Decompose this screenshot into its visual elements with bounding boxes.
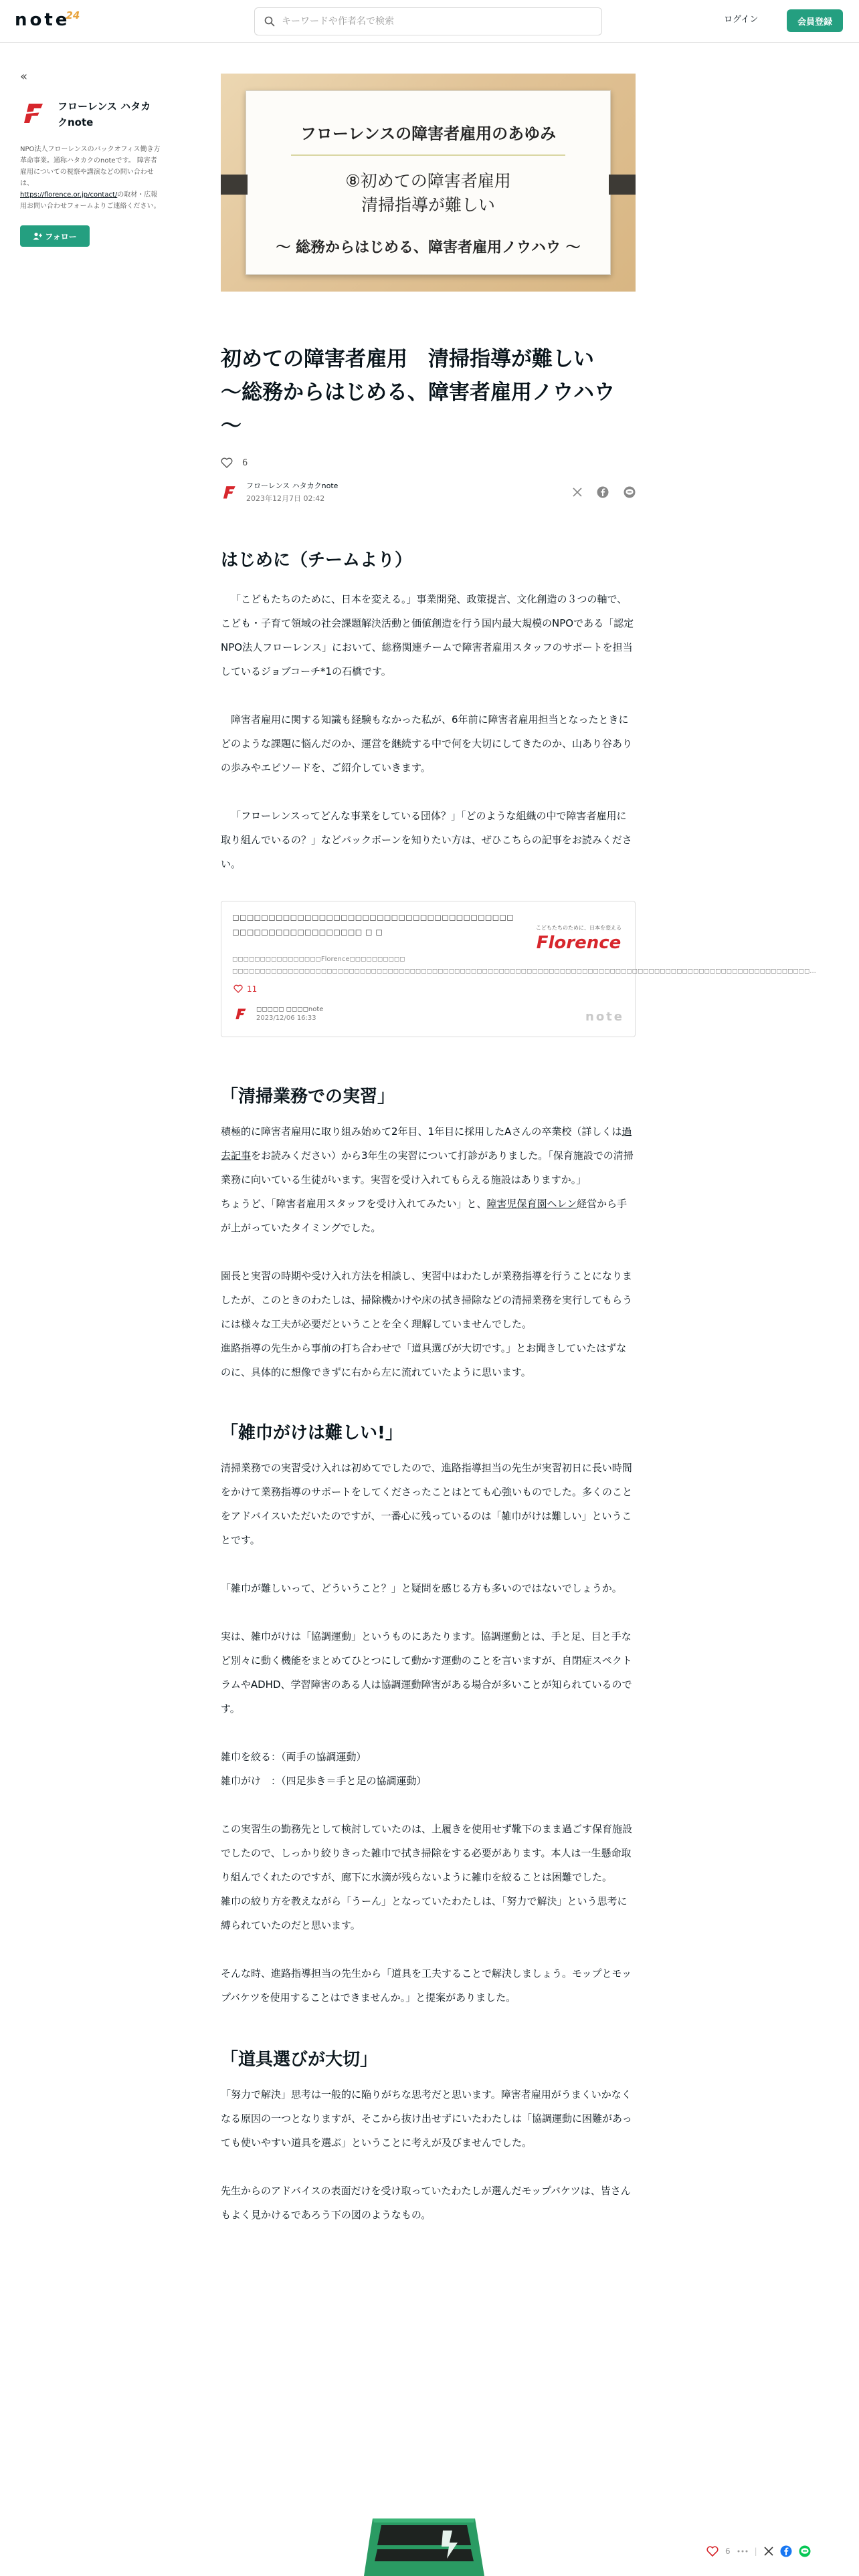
mop-bucket-illustration xyxy=(316,2492,537,2576)
heart-icon xyxy=(233,984,243,993)
paragraph: 「フローレンスってどんな事業をしている団体？」「どのような組織の中で障害者雇用に取り組んでいるの？」などバックボーンを知りたい方は、ぜひこちらの記事をお読みください。 xyxy=(221,810,632,870)
publish-date: 2023年12月7日 02:42 xyxy=(246,494,325,503)
facebook-share-icon[interactable] xyxy=(780,2545,792,2557)
author-row xyxy=(221,480,636,504)
card-author xyxy=(233,1006,323,1022)
share-buttons xyxy=(573,486,636,498)
eyecatch-main-text: ⑧初めての障害者雇用 清掃指導が難しい xyxy=(345,171,511,215)
eyecatch-title: フローレンスの障害者雇用のあゆみ xyxy=(300,124,557,143)
creator-description: NPO法人フローレンスのバックオフィス働き方革命事業。通称ハタカクのnoteです。 障害者雇用についての視察や講演などの問い合わせは、 https://florence.or.jp/contact/の取材・広報用お問い合わせフォームよりご連絡ください。 xyxy=(20,146,161,210)
author-name[interactable]: フローレンス ハタカクnote xyxy=(246,481,339,490)
author-info[interactable] xyxy=(221,480,338,504)
paragraph: 積極的に障害者雇用に取り組み始めて2年目、1年目に採用したAさんの卒業校（詳しくは過去記事をお読みください）から3年生の実習について打診がありました。「保育施設での清掃業務に向いている生徒がいます。実習を受け入れてもらえる施設はありますか。」 ちょうど、「障害者雇用スタッフを受け入れてみたい」と、障害児保育園ヘレン経営から手が上がっていたタイミングでした。 xyxy=(221,1125,634,1234)
x-share-icon[interactable] xyxy=(764,2547,773,2556)
eyecatch-subtitle: 〜 総務からはじめる、障害者雇用ノウハウ 〜 xyxy=(276,239,581,256)
eyecatch-board xyxy=(246,90,611,275)
follow-button[interactable]: フォロー xyxy=(20,225,90,247)
section-heading-tools: 「道具選びが大切」 xyxy=(221,2050,378,2070)
card-description: ◻◻◻◻◻◻◻◻◻◻◻◻◻◻◻◻Florence◻◻◻◻◻◻◻◻◻◻ ◻◻◻◻◻◻◻◻◻◻◻◻◻◻◻◻◻◻◻◻◻◻◻◻◻◻◻◻◻◻◻◻◻◻◻◻◻◻◻◻◻◻◻◻◻◻◻◻◻◻◻◻◻◻◻◻◻◻◻◻◻◻◻◻◻◻◻◻◻◻◻◻◻◻◻◻◻◻◻◻◻◻◻◻◻◻◻◻◻◻◻◻◻◻◻◻◻◻◻◻◻◻◻◻... xyxy=(232,956,816,975)
divider: | xyxy=(754,2547,757,2556)
paragraph: この実習生の勤務先として検討していたのは、上履きを使用せず靴下のまま過ごす保育施設でしたので、しっかり絞りきった雑巾で拭き掃除をする必要があります。本人は一生懸命取り組んでくれたのですが、廊下に水滴が残らないように雑巾を絞ることは困難でした。 雑巾の絞り方を教えながら「うーん」となっていたわたしは、「努力で解決」という思考に縛られていたのだと思います。 xyxy=(221,1823,633,1931)
florence-f-icon xyxy=(20,98,50,128)
article-main xyxy=(221,74,816,2227)
paragraph: 障害者雇用に関する知識も経験もなかった私が、6年前に障害者雇用担当となったときにどのような課題に悩んだのか、運営を継続する中で何を大切にしてきたのか、山あり谷ありの歩みやエピソードを、ご紹介していきます。 xyxy=(221,714,633,774)
section-heading-rag: 「雑巾がけは難しい!」 xyxy=(221,1423,403,1443)
site-header xyxy=(0,0,859,43)
florence-logo: こどもたちのために、日本を変える Florence xyxy=(536,925,622,953)
floating-action-bar xyxy=(706,2545,811,2557)
paragraph: 「努力で解決」思考は一般的に陥りがちな思考だと思います。障害者雇用がうまくいかなくなる原因の一つとなりますが、そこから抜け出せずにいたわたしは「協調運動に困難があっても使いやすい道具を選ぶ」ということに考えが及びませんでした。 xyxy=(221,2088,632,2149)
floating-like-count: 6 xyxy=(725,2547,731,2556)
creator-avatar[interactable] xyxy=(20,98,50,128)
card-author-avatar-icon xyxy=(233,1006,250,1022)
heart-icon[interactable] xyxy=(221,457,233,468)
search-input[interactable] xyxy=(282,16,589,27)
mop-bucket-figure xyxy=(316,2492,537,2576)
card-author-name: ◻◻◻◻◻ ◻◻◻◻note xyxy=(256,1006,324,1013)
collapse-sidebar-icon[interactable]: « xyxy=(20,70,28,84)
paragraph: 先生からのアドバイスの表面だけを受け取っていたわたしが選んだモップバケツは、皆さんもよく見かけるであろう下の図のようなもの。 xyxy=(221,2185,631,2221)
line-share-icon[interactable] xyxy=(624,486,636,498)
card-like[interactable] xyxy=(233,984,257,994)
card-title[interactable]: ◻◻◻◻◻◻◻◻◻◻◻◻◻◻◻◻◻◻◻◻◻◻◻◻◻◻◻◻◻◻◻◻◻◻◻◻◻◻◻ ◻◻◻◻◻◻◻◻◻◻◻◻◻◻◻◻◻◻ ◻ ◻ xyxy=(232,913,514,938)
search-box[interactable] xyxy=(254,7,602,35)
paragraph: 園長と実習の時期や受け入れ方法を相談し、実習中はわたしが業務指導を行うことになりましたが、このときのわたしは、掃除機かけや床の拭き掃除などの清掃業務を実行してもらうには様々な工夫が必要だということを全く理解していませんでした。 進路指導の先生から事前の打ち合わせで「道具選びが大切です。」とお聞きしていたはずなのに、具体的に想像できずに右から左に流れていたように思います。 xyxy=(221,1270,633,1378)
person-plus-icon xyxy=(33,232,42,240)
facebook-share-icon[interactable] xyxy=(597,486,609,498)
card-like-count: 11 xyxy=(247,984,258,994)
paragraph: 雑巾を絞る：（両手の協調運動） 雑巾がけ ：（四足歩き＝手と足の協調運動） xyxy=(221,1751,427,1787)
x-share-icon[interactable] xyxy=(573,488,582,497)
paragraph: そんな時、進路指導担当の先生から「道具を工夫することで解決しましょう。モップとモップバケツを使用することはできませんか。」と提案がありました。 xyxy=(221,1967,632,2004)
login-link[interactable]: ログイン xyxy=(724,15,759,25)
note-logo[interactable]: note24 xyxy=(15,9,80,30)
signup-button[interactable]: 会員登録 xyxy=(787,9,843,32)
paragraph: 「こどもたちのために、日本を変える。」事業開発、政策提言、文化創造の３つの軸で、こども・子育て領域の社会課題解決活動と価値創造を行う国内最大規模のNPOである「認定NPO法人フローレンス」において、総務関連チームで障害者雇用スタッフのサポートを担当しているジョブコーチ*1の石橋です。 xyxy=(221,593,634,677)
like-area[interactable] xyxy=(221,457,636,468)
tape-right xyxy=(609,175,636,195)
like-count[interactable]: 6 xyxy=(242,457,248,468)
contact-link[interactable]: https://florence.or.jp/contact/ xyxy=(20,191,118,199)
line-share-icon[interactable] xyxy=(799,2545,811,2557)
paragraph: 「雑巾が難しいって、どういうこと？」と疑問を感じる方も多いのではないでしょうか。 xyxy=(221,1582,622,1594)
helen-link[interactable]: 障害児保育園ヘレン xyxy=(486,1198,577,1210)
section-heading-practice: 「清掃業務での実習」 xyxy=(221,1087,395,1107)
eyecatch-divider xyxy=(291,154,565,156)
search-icon xyxy=(264,16,275,27)
card-date: 2023/12/06 16:33 xyxy=(256,1014,316,1022)
more-icon[interactable] xyxy=(737,2550,748,2553)
author-avatar-icon[interactable] xyxy=(221,483,240,502)
section-heading-intro: はじめに（チームより） xyxy=(221,550,413,570)
tape-left xyxy=(221,175,248,195)
anniversary-mark: 24 xyxy=(66,9,80,21)
eyecatch-image xyxy=(221,74,636,292)
article-title: 初めての障害者雇用 清掃指導が難しい 〜総務からはじめる、障害者雇用ノウハウ 〜 xyxy=(221,347,615,438)
note-mark: note xyxy=(585,1010,624,1024)
creator-name[interactable]: フローレンス ハタカクnote xyxy=(58,100,151,128)
link-card[interactable] xyxy=(221,901,816,1037)
creator-profile[interactable] xyxy=(20,98,161,130)
paragraph: 実は、雑巾がけは「協調運動」というものにあたります。協調運動とは、手と足、目と手など別々に動く機能をまとめてひとつにして動かす運動のことを言いますが、自閉症スペクトラムやADHD、学習障害のある人は協調運動障害がある場合が多いことが知られているのです。 xyxy=(221,1630,632,1715)
creator-sidebar xyxy=(20,70,161,247)
past-article-link[interactable]: 過去記事 xyxy=(221,1125,632,1162)
paragraph: 清掃業務での実習受け入れは初めてでしたので、進路指導担当の先生が実習初日に長い時間をかけて業務指導のサポートをしてくださったことはとても心強いものでした。多くのことをアドバイスいただいたのですが、一番心に残っているのは「雑巾がけは難しい」ということです。 xyxy=(221,1462,633,1546)
heart-icon[interactable] xyxy=(706,2546,719,2557)
